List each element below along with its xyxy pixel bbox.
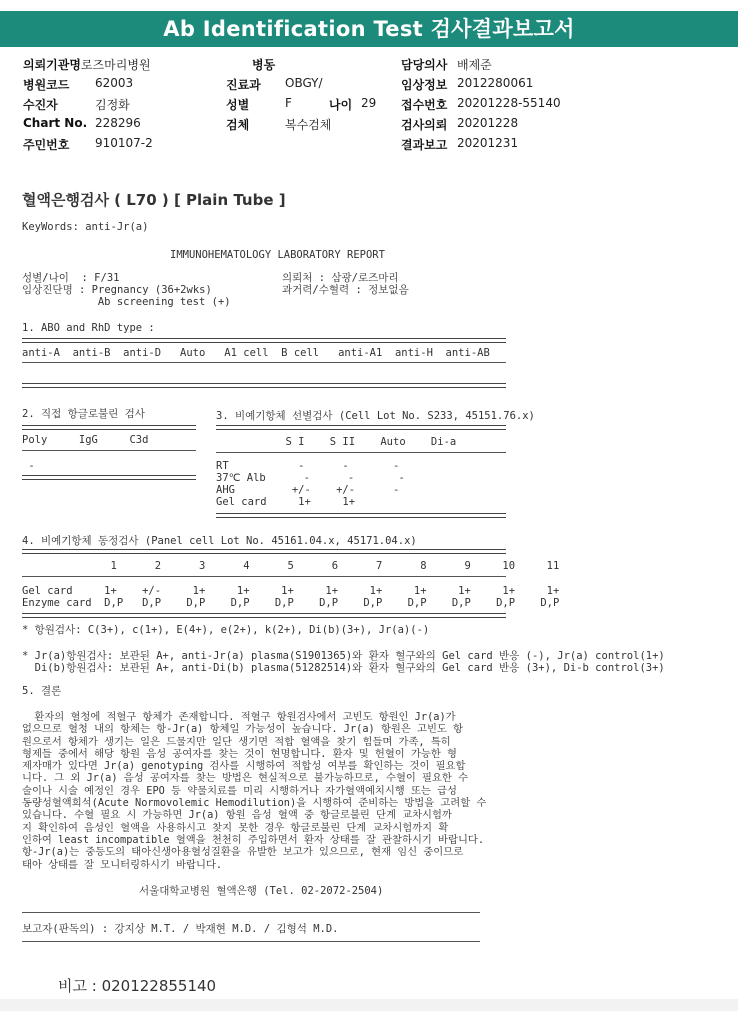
conclusion-text: 환자의 혈청에 적혈구 항체가 존재합니다. 적혈구 항원검사에서 고빈도 항원인 Jr(a)가 없으므로 혈청 내의 항체는 항-Jr(a) 항체일 가능성이 높습니다. Jr(a) 항원은 고빈도 항 원으로서 항체가 생기는 일은 드물지만 일단 생기면 적합 혈액을 찾기 힘들며 가족, 특히 형제들 중에서 해당 항원 음성 공여자를 찾는 것이 현명합니다. 환자 및 헌혈이 가능한 형 제자매가 있다면 Jr(a) genotyping 검사를 시행하여 적합성 여부를 확인하는 것이 필요합 니다. 그 외 Jr(a) 음성 공여자를 찾는 방법은 현실적으로 불가능하므로, 수혈이 필요한 수 술이나 시술 예정인 경우 EPO 등 약물치료를 미리 시행하거나 자가혈액예치시행 또는 급성 동량성혈액희석(Acute Normovolemic Hemodilution)을 시행하여 준비하는 방법을 고려할 수 있습니다. 수혈 필요 시 가능하면 Jr(a) 항원 음성 혈액 중 항글로불린 단계 교차시험까 지 확인하여 음성인 혈액을 사용하시고 찾지 못한 경우 항글로불린 단계 교차시험까지 확 인하여 least incompatible 혈액을 천천히 주입하면서 환자 상태를 잘 관찰하시기 바랍니다. 항-Jr(a)는 중등도의 태아신생아용혈성질환을 유발한 보고가 있으므로, 현재 임신 중이므로 태아 상태를 잘 모니터링하시기 바랍니다. [22, 711, 487, 871]
value-receipt-number: 20201228-55140 [457, 96, 561, 110]
abo-rhd-header: anti-A anti-B anti-D Auto A1 cell B cell anti-A1 anti-H anti-AB [22, 347, 490, 359]
label-specimen: 검체 [226, 118, 250, 132]
panel-title: 4. 비예기항체 동정검사 (Panel cell Lot No. 45161.04.x, 45171.04.x) [22, 535, 417, 547]
divider [22, 425, 196, 430]
label-department: 진료과 [226, 78, 261, 92]
conclusion-title: 5. 결론 [22, 685, 62, 697]
header-row [23, 136, 723, 156]
value-resident-number: 910107-2 [95, 136, 153, 150]
dat-header: Poly IgG C3d [22, 434, 149, 446]
label-sex: 성별 [226, 98, 250, 112]
divider [22, 941, 480, 942]
label-resident-number: 주민번호 [23, 138, 70, 152]
divider [22, 912, 480, 913]
header-row [23, 76, 723, 96]
label-clinical-info: 임상정보 [401, 78, 448, 92]
panel-results: Gel card 1+ +/- 1+ 1+ 1+ 1+ 1+ 1+ 1+ 1+ 1+ Enzyme card D,P D,P D,P D,P D,P D,P D,P D,P D,P D,P D,P [22, 585, 560, 609]
header-row [23, 56, 723, 76]
value-chart-no: 228296 [95, 116, 141, 130]
keywords: KeyWords: anti-Jr(a) [22, 221, 149, 233]
reporter: 보고자(판독의) : 강지상 M.T. / 박재현 M.D. / 김형석 M.D. [22, 923, 339, 935]
screening-header: S I S II Auto Di-a [216, 436, 457, 448]
value-patient: 김정화 [95, 98, 130, 112]
label-physician: 담당의사 [401, 58, 448, 72]
value-requesting-institution: 로즈마리병원 [81, 58, 151, 72]
lab-report-title: IMMUNOHEMATOLOGY LABORATORY REPORT [170, 249, 385, 261]
value-result-report-date: 20201231 [457, 136, 519, 150]
remark: 비고 : 020122855140 [58, 977, 217, 995]
divider [22, 362, 506, 363]
label-requesting-institution: 의뢰기관명 [23, 58, 81, 72]
divider [22, 549, 506, 554]
antigen-test: * 항원검사: C(3+), c(1+), E(4+), e(2+), k(2+), Di(b)(3+), Jr(a)(-) [22, 624, 430, 636]
divider [216, 452, 506, 453]
divider [216, 425, 506, 430]
dat-value: - [22, 460, 35, 472]
label-ward: 병동 [252, 58, 276, 72]
label-result-report-date: 결과보고 [401, 138, 448, 152]
patient-header [23, 56, 723, 156]
label-test-request-date: 검사의뢰 [401, 118, 448, 132]
dat-title: 2. 직접 항글로불린 검사 [22, 408, 145, 420]
referral-info: 의뢰처 : 삼광/로즈마리 과거력/수혈력 : 정보없음 [282, 272, 409, 296]
label-hospital-code: 병원코드 [23, 78, 70, 92]
label-patient: 수진자 [23, 98, 58, 112]
divider [22, 450, 196, 451]
value-physician: 배제준 [457, 58, 492, 72]
value-test-request-date: 20201228 [457, 116, 519, 130]
divider [216, 513, 506, 518]
divider [22, 383, 506, 388]
value-department: OBGY/ [285, 76, 323, 90]
report-body [0, 163, 738, 1001]
label-chart-no: Chart No. [23, 116, 88, 130]
label-receipt-number: 접수번호 [401, 98, 448, 112]
abo-rhd-title: 1. ABO and RhD type : [22, 322, 155, 334]
value-sex: F [285, 96, 292, 110]
report-title-banner: Ab Identification Test 검사결과보고서 [0, 11, 738, 47]
screening-results: RT - - - 37℃ Alb - - - AHG +/- +/- - Gel card 1+ 1+ [216, 460, 405, 508]
divider [22, 613, 506, 618]
hospital-contact: 서울대학교병원 혈액은행 (Tel. 02-2072-2504) [139, 885, 384, 897]
divider [22, 576, 506, 577]
divider [22, 338, 506, 343]
label-age: 나이 [329, 98, 353, 112]
value-age: 29 [361, 96, 377, 110]
value-clinical-info: 2012280061 [457, 76, 534, 90]
screening-title: 3. 비예기항체 선별검사 (Cell Lot No. S233, 45151.76.x) [216, 410, 535, 422]
antigen-notes: * Jr(a)항원검사: 보관된 A+, anti-Jr(a) plasma(S1901365)와 환자 혈구와의 Gel card 반응 (-), Jr(a) control(1+) Di(b)항원검사: 보관된 A+, anti-Di(b) plasma(51282514)와 환자 혈구와의 Gel card 반응 (3+), Di-b control(3+) [22, 650, 665, 674]
panel-header: 1 2 3 4 5 6 7 8 9 10 11 [22, 560, 560, 572]
section-title: 혈액은행검사 ( L70 ) [ Plain Tube ] [22, 191, 286, 209]
footer-strip [0, 999, 738, 1011]
divider [22, 475, 196, 480]
header-row [23, 96, 723, 116]
value-hospital-code: 62003 [95, 76, 134, 90]
patient-info: 성별/나이 : F/31 임상진단명 : Pregnancy (36+2wks) Ab screening test (+) [22, 272, 231, 308]
header-row [23, 116, 723, 136]
value-specimen: 복수검체 [285, 118, 332, 132]
